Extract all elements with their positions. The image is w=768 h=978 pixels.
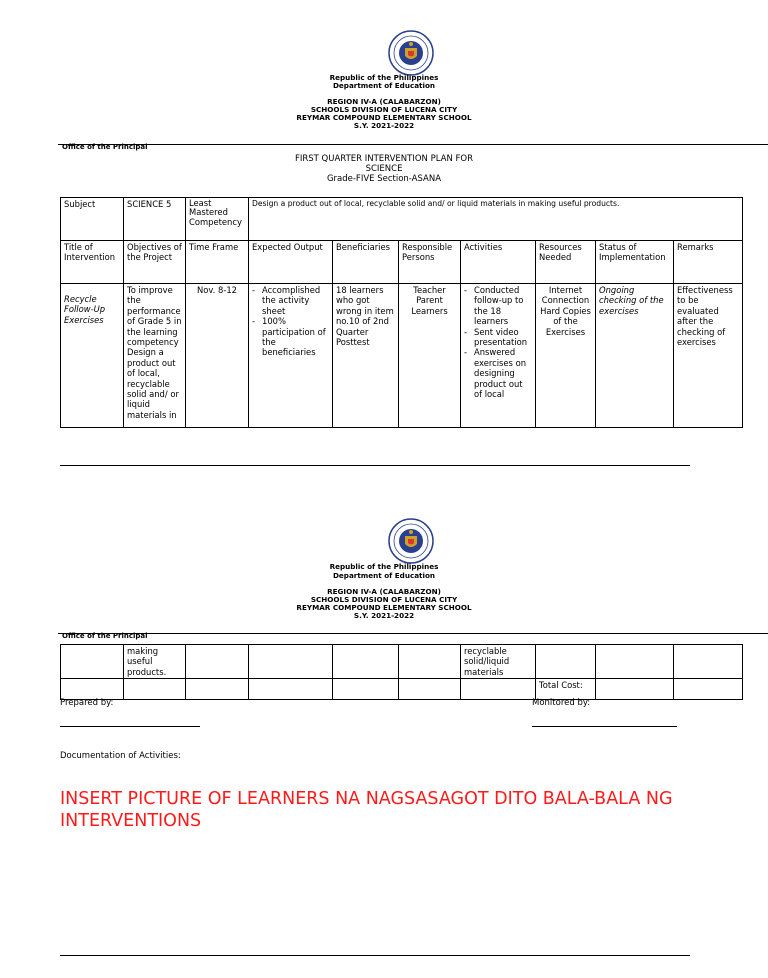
division-line: SCHOOLS DIVISION OF LUCENA CITY [310,105,458,114]
total-cost-row [61,679,743,700]
header-rule [58,144,768,145]
prepared-by-label: Prepared by: [60,698,114,708]
col-objectives: Objectives of the Project [124,241,186,284]
republic-line: Republic of the Philippines [329,73,439,82]
table-row [61,645,743,679]
subject-row [61,198,743,241]
school-line: REYMAR COMPOUND ELEMENTARY SCHOOL [296,603,472,612]
plan-title: FIRST QUARTER INTERVENTION PLAN FOR [294,154,474,164]
expected-output-item: - Accomplished the activity sheet [262,285,329,316]
expected-output-item: - 100% participation of the beneficiaries [262,316,329,358]
cell-time-frame: Nov. 8-12 [186,284,249,428]
column-header-row [61,241,743,284]
region-line: REGION IV-A (CALABARZON) [327,587,441,596]
office-label: Office of the Principal [62,632,148,640]
prepared-by-signature-line [60,726,200,727]
division-line: SCHOOLS DIVISION OF LUCENA CITY [310,595,458,604]
col-title: Title of Intervention [61,241,124,284]
subject-value: SCIENCE 5 [124,198,186,241]
col-status: Status of Implementation [596,241,674,284]
resource-item: Internet Connection [541,285,590,306]
cell-expected-output [249,284,333,428]
office-label: Office of the Principal [62,143,148,151]
activity-item: - Conducted follow-up to the 18 learners [474,285,532,327]
lmc-label: Least Mastered Competency [186,198,249,241]
plan-grade-section: Grade-FIVE Section-ASANA [326,174,442,184]
school-line: REYMAR COMPOUND ELEMENTARY SCHOOL [296,113,472,122]
monitored-by-label: Monitored by: [532,698,591,708]
school-year-line: S.Y. 2021-2022 [353,121,415,130]
col-expected-output: Expected Output [249,241,333,284]
page-break-line [60,465,690,466]
cell-status: Ongoing checking of the exercises [596,284,674,428]
region-line: REGION IV-A (CALABARZON) [327,97,441,106]
department-line: Department of Education [332,571,436,580]
intervention-table [60,197,743,428]
table-row [61,284,743,428]
plan-subject: SCIENCE [365,164,403,174]
activity-item: - Sent video presentation [474,327,532,348]
cell-activities [461,284,536,428]
resource-item: Hard Copies of the Exercises [540,305,591,337]
cell-resources [536,284,596,428]
monitored-by-signature-line [532,726,677,727]
deped-seal-logo [388,30,434,76]
department-line: Department of Education [332,81,436,90]
cell-objectives: To improve the performance of Grade 5 in the learning competency Design a product out of local, recyclable solid and/ or liquid materials in [124,284,186,428]
continuation-table [60,644,743,700]
cell-objectives-cont: making useful products. [124,645,186,679]
col-beneficiaries: Beneficiaries [333,241,399,284]
col-responsible: Responsible Persons [399,241,461,284]
deped-seal-logo [388,518,434,564]
cell-beneficiaries [333,284,399,428]
cell-activities-cont: recyclable solid/liquid materials [461,645,536,679]
responsible-item: Learners [411,305,448,316]
cell-title: Recycle Follow-Up Exercises [61,284,124,428]
documentation-label: Documentation of Activities: [60,751,181,761]
school-year-line: S.Y. 2021-2022 [353,611,415,620]
lmc-value: Design a product out of local, recyclable solid and/ or liquid materials in making useful products. [249,198,743,241]
activity-item: - Answered exercises on designing product out of local [474,347,532,399]
cell-responsible [399,284,461,428]
header-rule [58,633,768,634]
subject-label: Subject [61,198,124,241]
responsible-item: Parent [416,295,443,306]
total-cost-label: Total Cost: [536,679,596,700]
responsible-item: Teacher [413,285,446,295]
republic-line: Republic of the Philippines [329,562,439,571]
bottom-line [60,955,690,956]
beneficiaries-text: 18 learners who got wrong in item no.10 of 2nd Quarter Posttest [336,285,394,348]
col-remarks: Remarks [674,241,743,284]
insert-picture-note: INSERT PICTURE OF LEARNERS NA NAGSASAGOT DITO BALA-BALA NG INTERVENTIONS [60,789,673,831]
col-activities: Activities [461,241,536,284]
col-resources: Resources Needed [536,241,596,284]
cell-remarks: Effectiveness to be evaluated after the checking of exercises [674,284,743,428]
col-time-frame: Time Frame [186,241,249,284]
